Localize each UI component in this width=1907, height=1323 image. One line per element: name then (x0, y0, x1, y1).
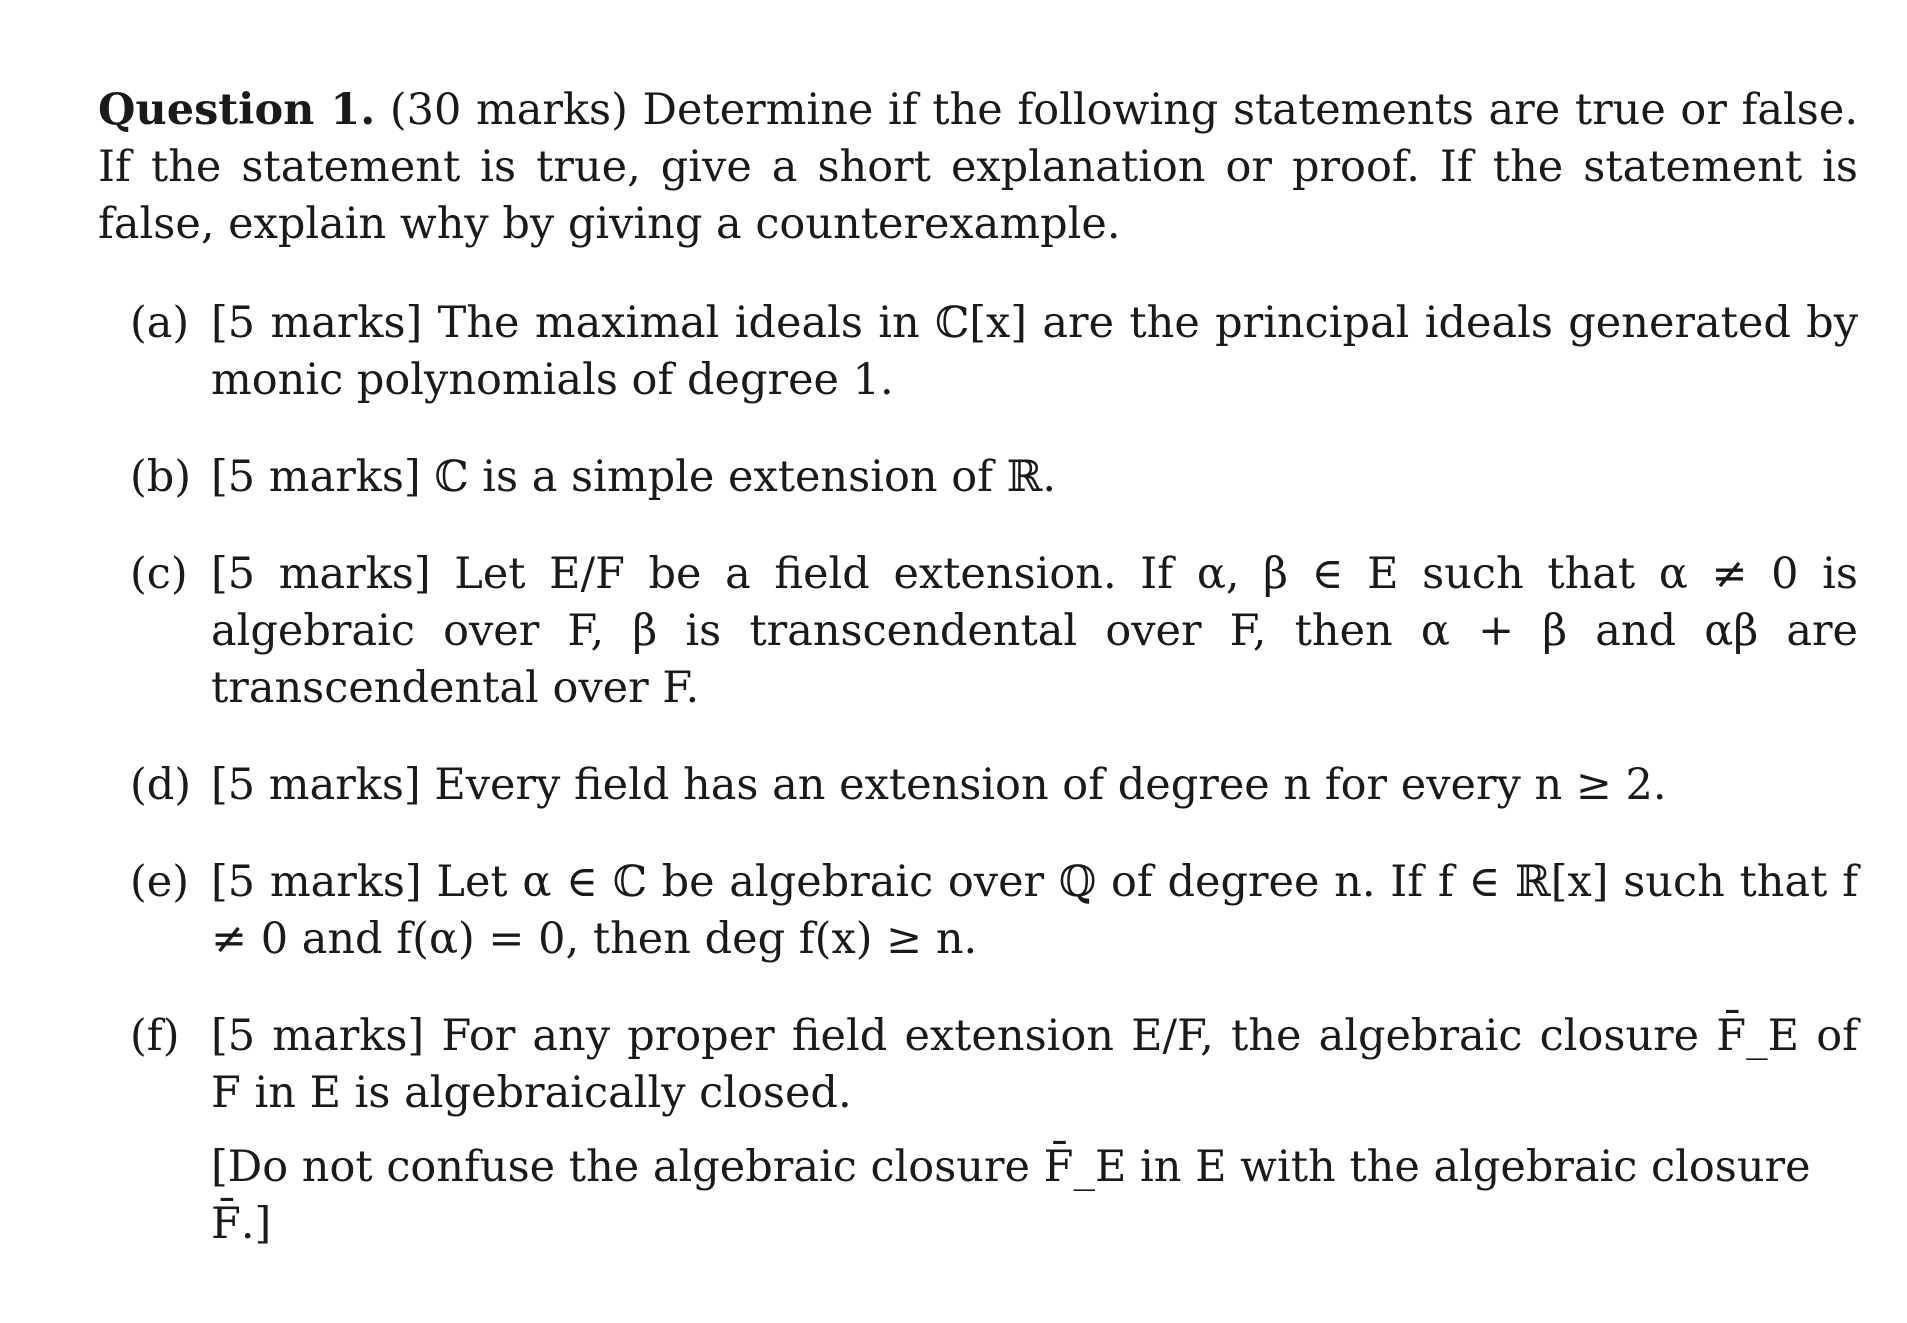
item-text: [5 marks] The maximal ideals in ℂ[x] are the principal ideals generated by monic polynomials of degree 1. (211, 298, 1858, 405)
question-item-e (98, 854, 1858, 968)
question-document (98, 82, 1858, 1293)
item-label: (f) (130, 1011, 180, 1061)
item-text: [5 marks] Every field has an extension of degree n for every n ≥ 2. (211, 760, 1667, 810)
question-heading: Question 1. (98, 85, 376, 135)
question-item-f (98, 1008, 1858, 1253)
question-item-list (98, 295, 1858, 1253)
item-text: [5 marks] Let α ∈ ℂ be algebraic over ℚ of degree n. If f ∈ ℝ[x] such that f ≠ 0 and f(α) = 0, then deg f(x) ≥ n. (211, 857, 1858, 964)
question-item-c (98, 546, 1858, 717)
question-item-b (98, 449, 1858, 506)
item-label: (d) (130, 760, 192, 810)
item-text: [5 marks] ℂ is a simple extension of ℝ. (211, 452, 1057, 502)
item-label: (b) (130, 452, 192, 502)
item-text: [5 marks] For any proper field extension E/F, the algebraic closure F̄_E of F in E is algebraically closed. (211, 1011, 1858, 1118)
question-item-a (98, 295, 1858, 409)
item-label: (e) (130, 857, 189, 907)
question-intro (98, 82, 1858, 253)
question-item-d (98, 757, 1858, 814)
item-note: [Do not confuse the algebraic closure F̄_E in E with the algebraic closure F̄.] (211, 1142, 1811, 1249)
item-label: (c) (130, 549, 188, 599)
item-text: [5 marks] Let E/F be a field extension. If α, β ∈ E such that α ≠ 0 is algebraic over F, β is transcendental over F, then α + β and αβ are transcendental over F. (211, 549, 1858, 713)
item-label: (a) (130, 298, 190, 348)
question-body: (30 marks) Determine if the following statements are true or false. If the statement is true, give a short explanation or proof. If the statement is false, explain why by giving a counterexample. (98, 85, 1858, 249)
